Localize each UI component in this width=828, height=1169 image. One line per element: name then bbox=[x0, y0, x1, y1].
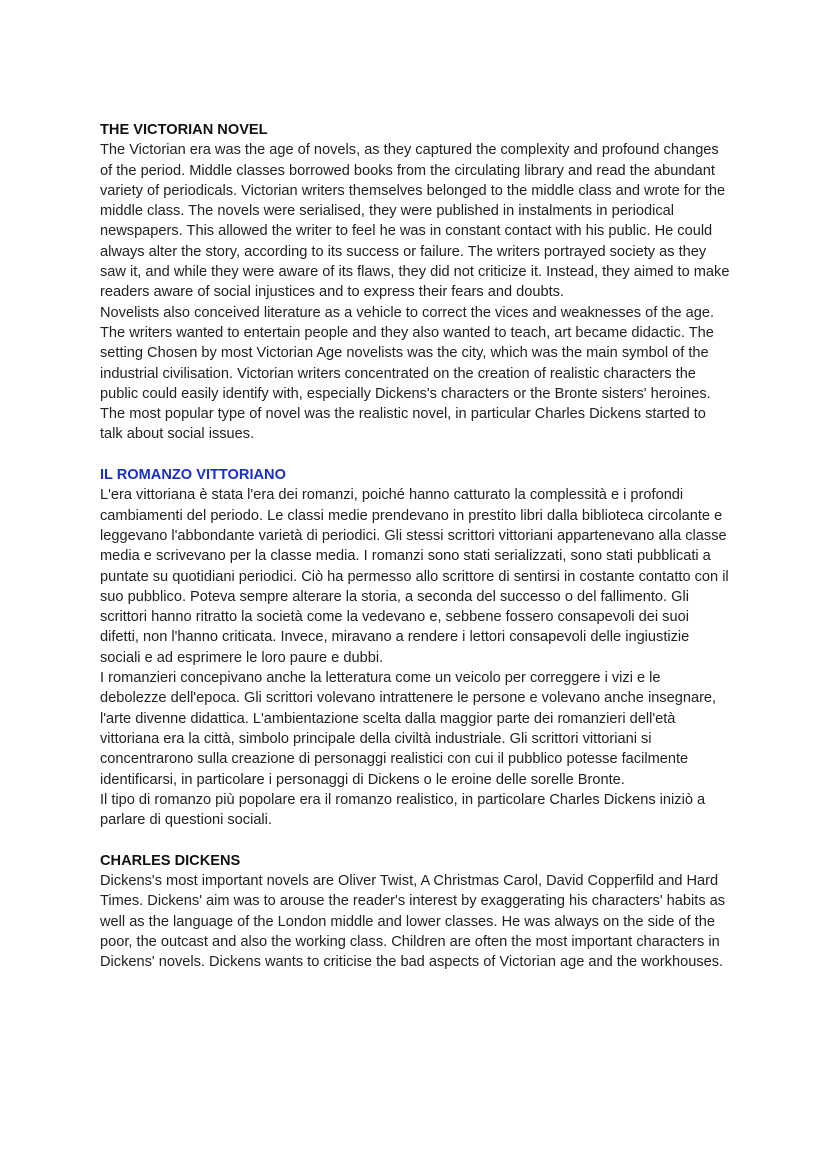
section-romanzo-vittoriano bbox=[100, 465, 730, 830]
paragraph: Dickens's most important novels are Oliver Twist, A Christmas Carol, David Copperfild and Hard Times. Dickens' aim was to arouse the reader's interest by exaggerating his characters' habits as well as the language of the London middle and lower classes. He was always on the side of the poor, the outcast and also the working class. Children are often the most important characters in Dickens' novels. Dickens wants to criticise the bad aspects of Victorian age and the workhouses. bbox=[100, 872, 726, 971]
document-page bbox=[100, 120, 730, 993]
paragraph: Novelists also conceived literature as a vehicle to correct the vices and weaknesses of the age. The writers wanted to entertain people and they also wanted to teach, art became didactic. The setting Chosen by most Victorian Age novelists was the city, which was the main symbol of the industrial civilisation. Victorian writers concentrated on the creation of realistic characters the public could easily identify with, especially Dickens's characters or the Bronte sisters' heroines. bbox=[100, 304, 715, 402]
section-heading: CHARLES DICKENS bbox=[100, 852, 241, 869]
section-heading: THE VICTORIAN NOVEL bbox=[100, 122, 268, 138]
section-heading: IL ROMANZO VITTORIANO bbox=[100, 467, 286, 484]
paragraph: The Victorian era was the age of novels, as they captured the complexity and profound changes of the period. Middle classes borrowed books from the circulating library and read the abundant variety of periodicals. Victorian writers themselves belonged to the middle class and wrote for the middle class. The novels were serialised, they were published in instalments in periodical newspapers. This allowed the writer to feel he was in constant contact with his public. He could always alter the story, according to its success or failure. The writers portrayed society as they saw it, and while they were aware of its flaws, they did not criticize it. Instead, they aimed to make readers aware of social injustices and to express their fears and doubts. bbox=[100, 142, 730, 301]
section-charles-dickens bbox=[100, 851, 730, 973]
paragraph: Il tipo di romanzo più popolare era il romanzo realistico, in particolare Charles Dickens iniziò a parlare di questioni sociali. bbox=[100, 791, 706, 829]
paragraph: L'era vittoriana è stata l'era dei romanzi, poiché hanno catturato la complessità e i profondi cambiamenti del periodo. Le classi medie prendevano in prestito libri dalla biblioteca circolante e leggevano l'abbondante varietà di periodici. Gli stessi scrittori vittoriani appartenevano alla classe media e scrivevano per la classe media. I romanzi sono stati serializzati, sono stati pubblicati a puntate su quotidiani periodici. Ciò ha permesso allo scrittore di sentirsi in costante contatto con il suo pubblico. Poteva sempre alterare la storia, a seconda del successo o del fallimento. Gli scrittori hanno ritratto la società come la vedevano e, sebbene fossero consapevoli dei suoi difetti, non l'hanno criticata. Invece, miravano a rendere i lettori consapevoli delle ingiustizie sociali e ad esprimere le loro paure e dubbi. bbox=[100, 487, 729, 666]
section-victorian-novel bbox=[100, 120, 730, 445]
paragraph: The most popular type of novel was the realistic novel, in particular Charles Dickens started to talk about social issues. bbox=[100, 406, 706, 443]
paragraph: I romanzieri concepivano anche la letteratura come un veicolo per correggere i vizi e le debolezze dell'epoca. Gli scrittori volevano intrattenere le persone e volevano anche insegnare, l'arte divenne didattica. L'ambientazione scelta dalla maggior parte dei romanzieri dell'età vittoriana era la città, simbolo principale della civiltà industriale. Gli scrittori vittoriani si concentrarono sulla creazione di personaggi realistici con cui il pubblico potesse facilmente identificarsi, in particolare i personaggi di Dickens o le eroine delle sorelle Bronte. bbox=[100, 670, 717, 788]
